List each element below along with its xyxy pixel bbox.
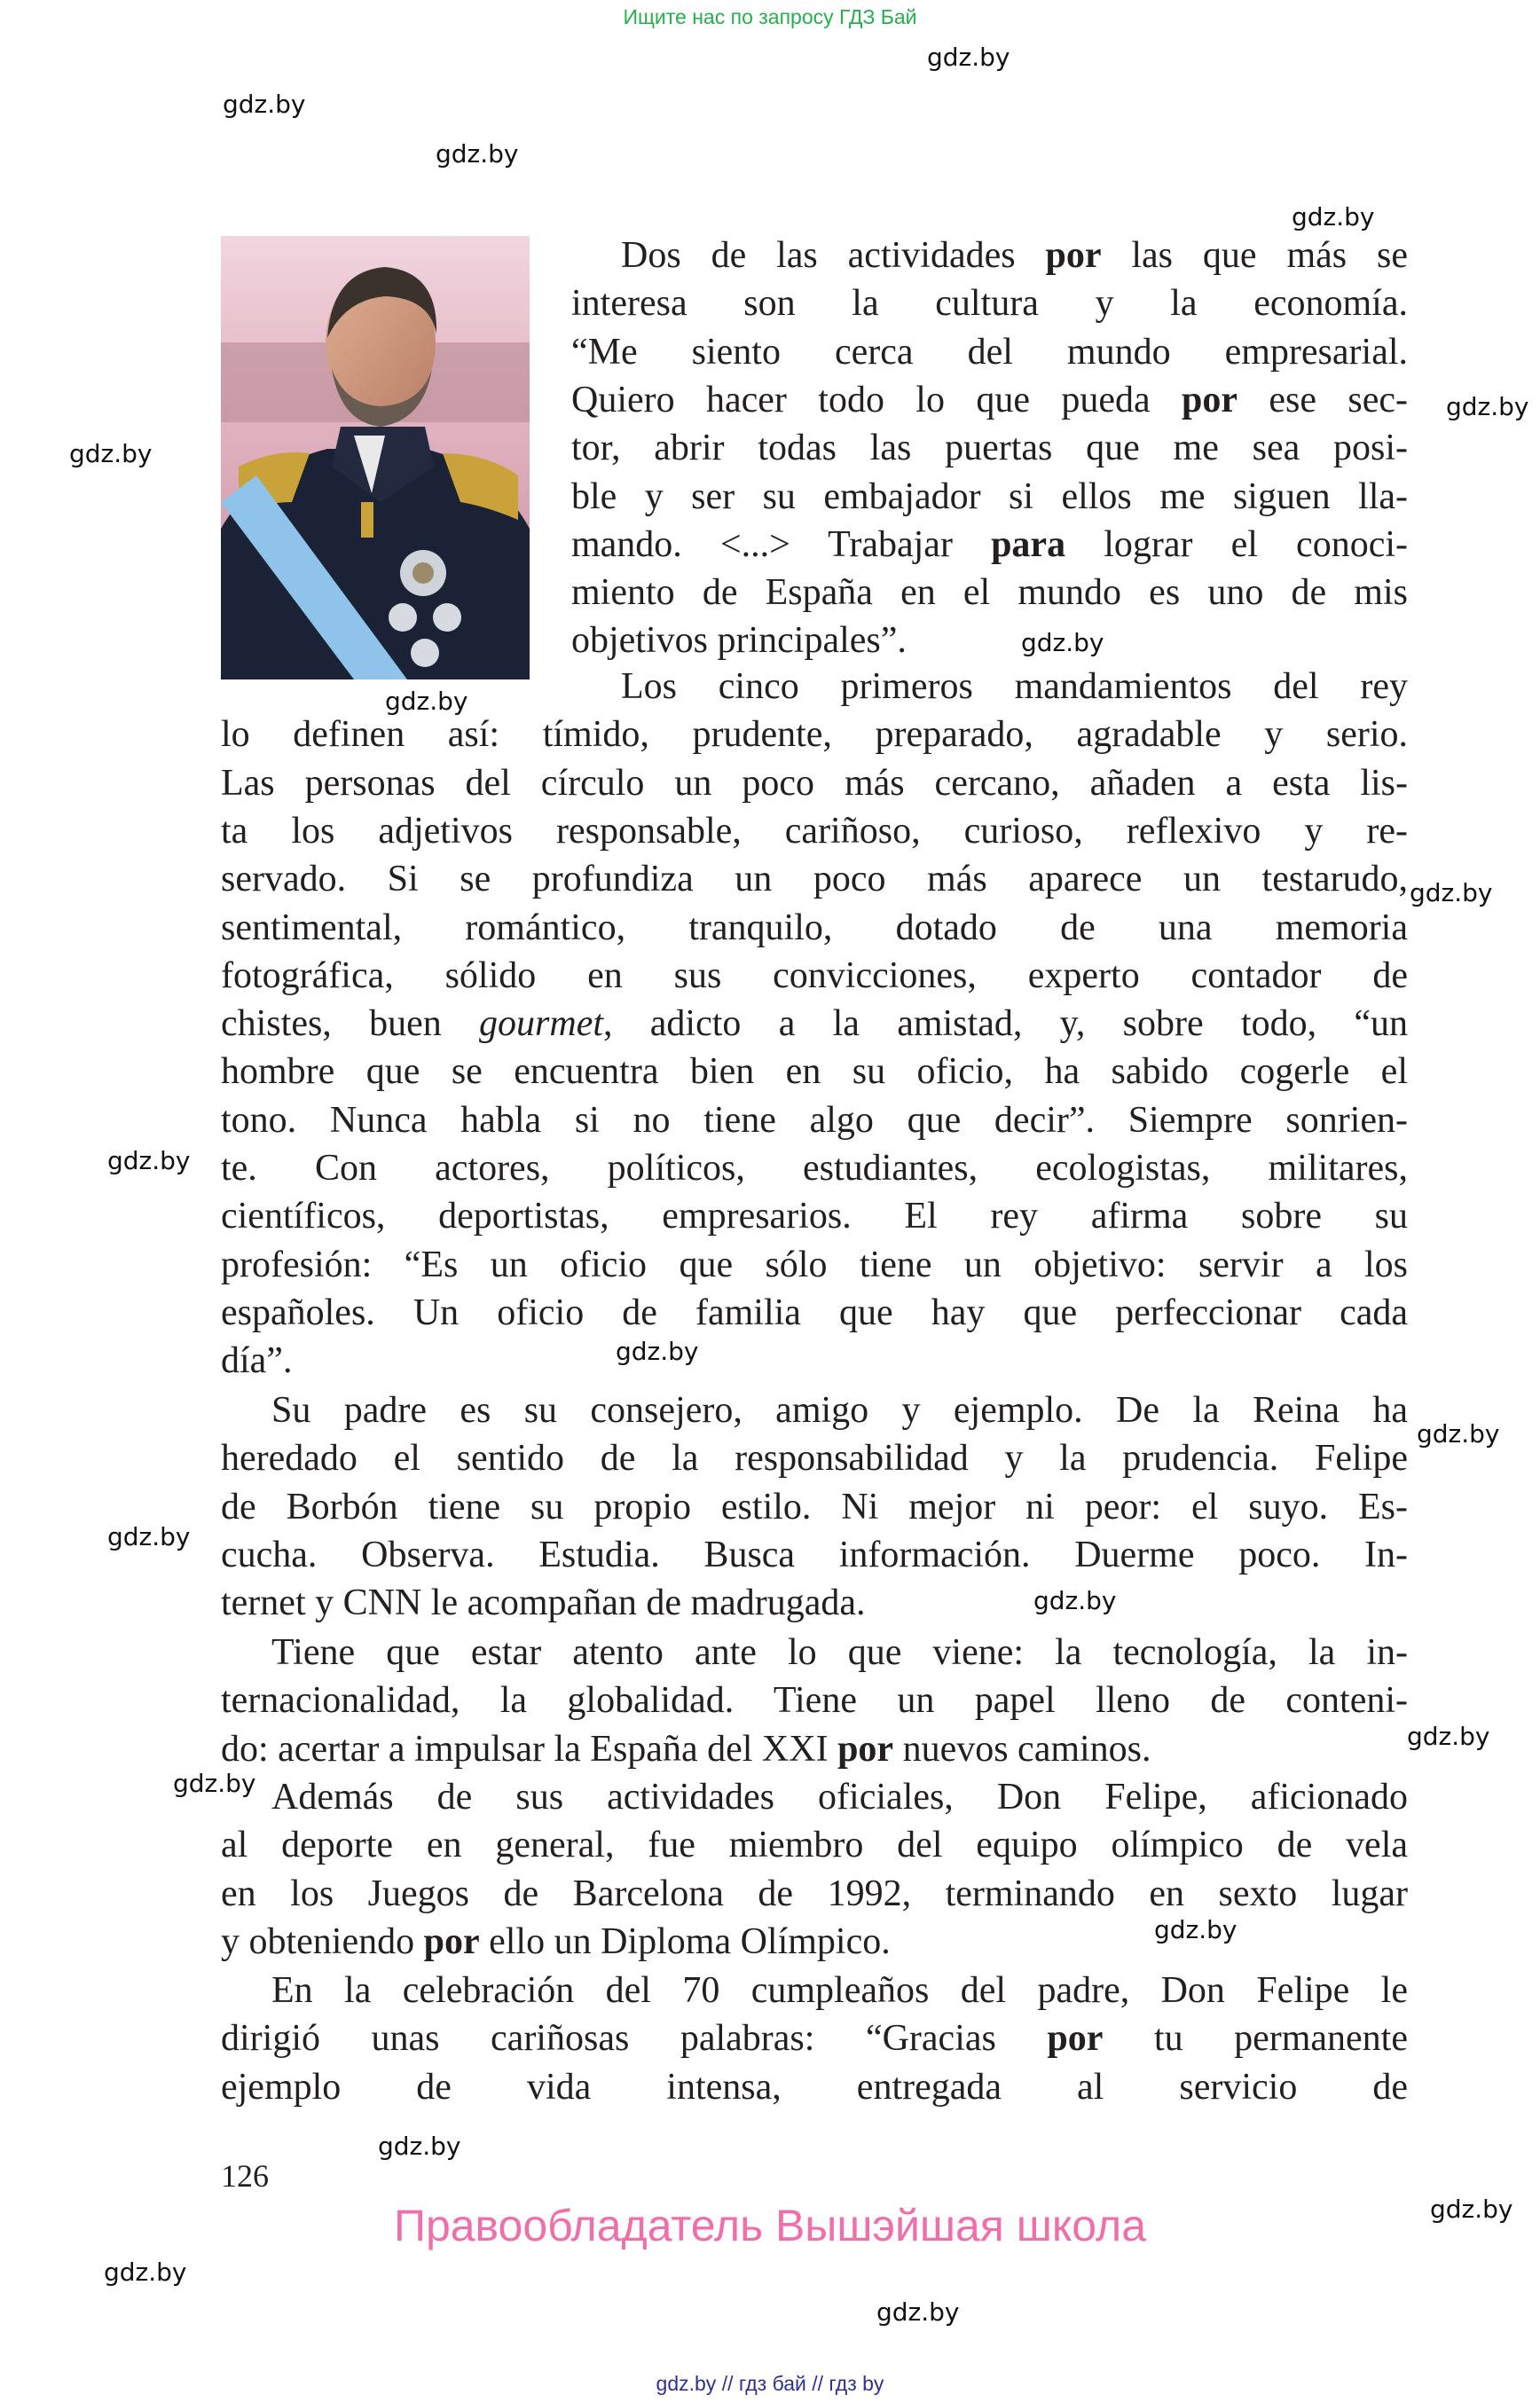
watermark: gdz.by [1410,878,1493,907]
text-line: do: acertar a impulsar la España del XXI por nuevos caminos. [221,1729,1151,1770]
text-line: Quiero hacer todo lo que pueda por ese sec- [571,380,1408,420]
text-line: Su padre es su consejero, amigo y ejemplo. De la Reina ha [271,1390,1408,1431]
emphasis-word: por [1047,2018,1104,2059]
text-line: día”. [221,1340,293,1381]
text-line: ta los adjetivos responsable, cariñoso, curioso, reflexivo y re- [221,811,1408,852]
watermark: gdz.by [616,1337,699,1366]
text-line: mando. <...> Trabajar para lograr el conoci- [571,524,1408,565]
watermark: gdz.by [107,1522,191,1551]
watermark: gdz.by [378,2132,461,2161]
text-line: Los cinco primeros mandamientos del rey [621,666,1408,707]
italic-word: gourmet [479,1003,604,1044]
watermark: gdz.by [1292,202,1375,232]
watermark: gdz.by [173,1769,256,1798]
watermark: gdz.by [927,43,1010,72]
watermark: gdz.by [876,2297,960,2327]
text-line: Las personas del círculo un poco más cercano, añaden a esta lis- [221,763,1408,804]
watermark: gdz.by [385,687,468,716]
watermark: gdz.by [1154,1915,1238,1944]
text-line: heredado el sentido de la responsabilidad y la prudencia. Felipe [221,1438,1408,1479]
watermark: gdz.by [1033,1586,1117,1615]
text-line: Además de sus actividades oficiales, Don Felipe, aficionado [271,1777,1408,1818]
text-line: Dos de las actividades por las que más se [621,235,1408,276]
text-line: de Borbón tiene su propio estilo. Ni mejor ni peor: el suyo. Es- [221,1487,1408,1527]
text-line: tono. Nunca habla si no tiene algo que decir”. Siempre sonrien- [221,1100,1408,1141]
text-line: tor, abrir todas las puertas que me sea posi- [571,428,1408,468]
emphasis-word: por [423,1921,480,1962]
portrait-photo [221,236,530,679]
emphasis-word: por [1182,380,1238,420]
watermark: gdz.by [1021,628,1104,657]
text-line: al deporte en general, fue miembro del equipo olímpico de vela [221,1825,1408,1865]
text-line: miento de España en el mundo es uno de mis [571,572,1408,613]
text-line: servado. Si se profundiza un poco más aparece un testarudo, [221,859,1408,899]
text-line: fotográfica, sólido en sus convicciones, experto contador de [221,955,1408,996]
text-line: profesión: “Es un oficio que sólo tiene un objetivo: servir a los [221,1245,1408,1285]
watermark: gdz.by [69,439,153,468]
text-line: te. Con actores, políticos, estudiantes, ecologistas, militares, [221,1148,1408,1189]
text-line: científicos, deportistas, empresarios. El rey afirma sobre su [221,1196,1408,1237]
watermark: gdz.by [1407,1722,1490,1751]
watermark: gdz.by [107,1146,191,1175]
text-line: y obteniendo por ello un Diploma Olímpico. [221,1921,891,1962]
text-line: dirigió unas cariñosas palabras: “Gracias por tu permanente [221,2018,1408,2059]
watermark: gdz.by [104,2258,187,2287]
footer-links[interactable]: gdz.by // гдз бай // гдз by [656,2372,884,2395]
text-line: hombre que se encuentra bien en su oficio, ha sabido cogerle el [221,1051,1408,1092]
watermark: gdz.by [1417,1419,1500,1449]
text-line: ejemplo de vida intensa, entregada al servicio de [221,2067,1408,2108]
emphasis-word: por [837,1729,894,1770]
text-line: españoles. Un oficio de familia que hay que perfeccionar cada [221,1292,1408,1333]
text-line: sentimental, romántico, tranquilo, dotado de una memoria [221,907,1408,948]
watermark: gdz.by [1430,2195,1513,2224]
text-line: ternet y CNN le acompañan de madrugada. [221,1582,866,1623]
watermark: gdz.by [436,139,519,169]
watermark: gdz.by [1446,392,1529,421]
emphasis-word: para [991,524,1066,565]
emphasis-word: por [1045,235,1102,276]
text-line: en los Juegos de Barcelona de 1992, terminando en sexto lugar [221,1873,1408,1914]
text-line: Tiene que estar atento ante lo que viene: la tecnología, la in- [271,1632,1408,1673]
copyright-notice: Правообладатель Вышэйшая школа [394,2201,1146,2250]
text-line: interesa son la cultura y la economía. [571,283,1408,324]
text-line: cucha. Observa. Estudia. Busca información. Duerme poco. In- [221,1535,1408,1575]
text-line: lo definen así: tímido, prudente, preparado, agradable y serio. [221,714,1408,755]
text-line: “Me siento cerca del mundo empresarial. [571,332,1408,373]
text-line: ternacionalidad, la globalidad. Tiene un papel lleno de conteni- [221,1680,1408,1721]
text-line: En la celebración del 70 cumpleaños del padre, Don Felipe le [271,1970,1408,2011]
watermark: gdz.by [223,90,306,119]
top-search-banner[interactable]: Ищите нас по запросу ГДЗ Бай [623,5,917,28]
text-line: objetivos principales”. [571,620,907,661]
text-line: ble y ser su embajador si ellos me siguen lla- [571,476,1408,517]
page-number: 126 [221,2158,269,2194]
text-line: chistes, buen gourmet, adicto a la amistad, y, sobre todo, “un [221,1003,1409,1044]
